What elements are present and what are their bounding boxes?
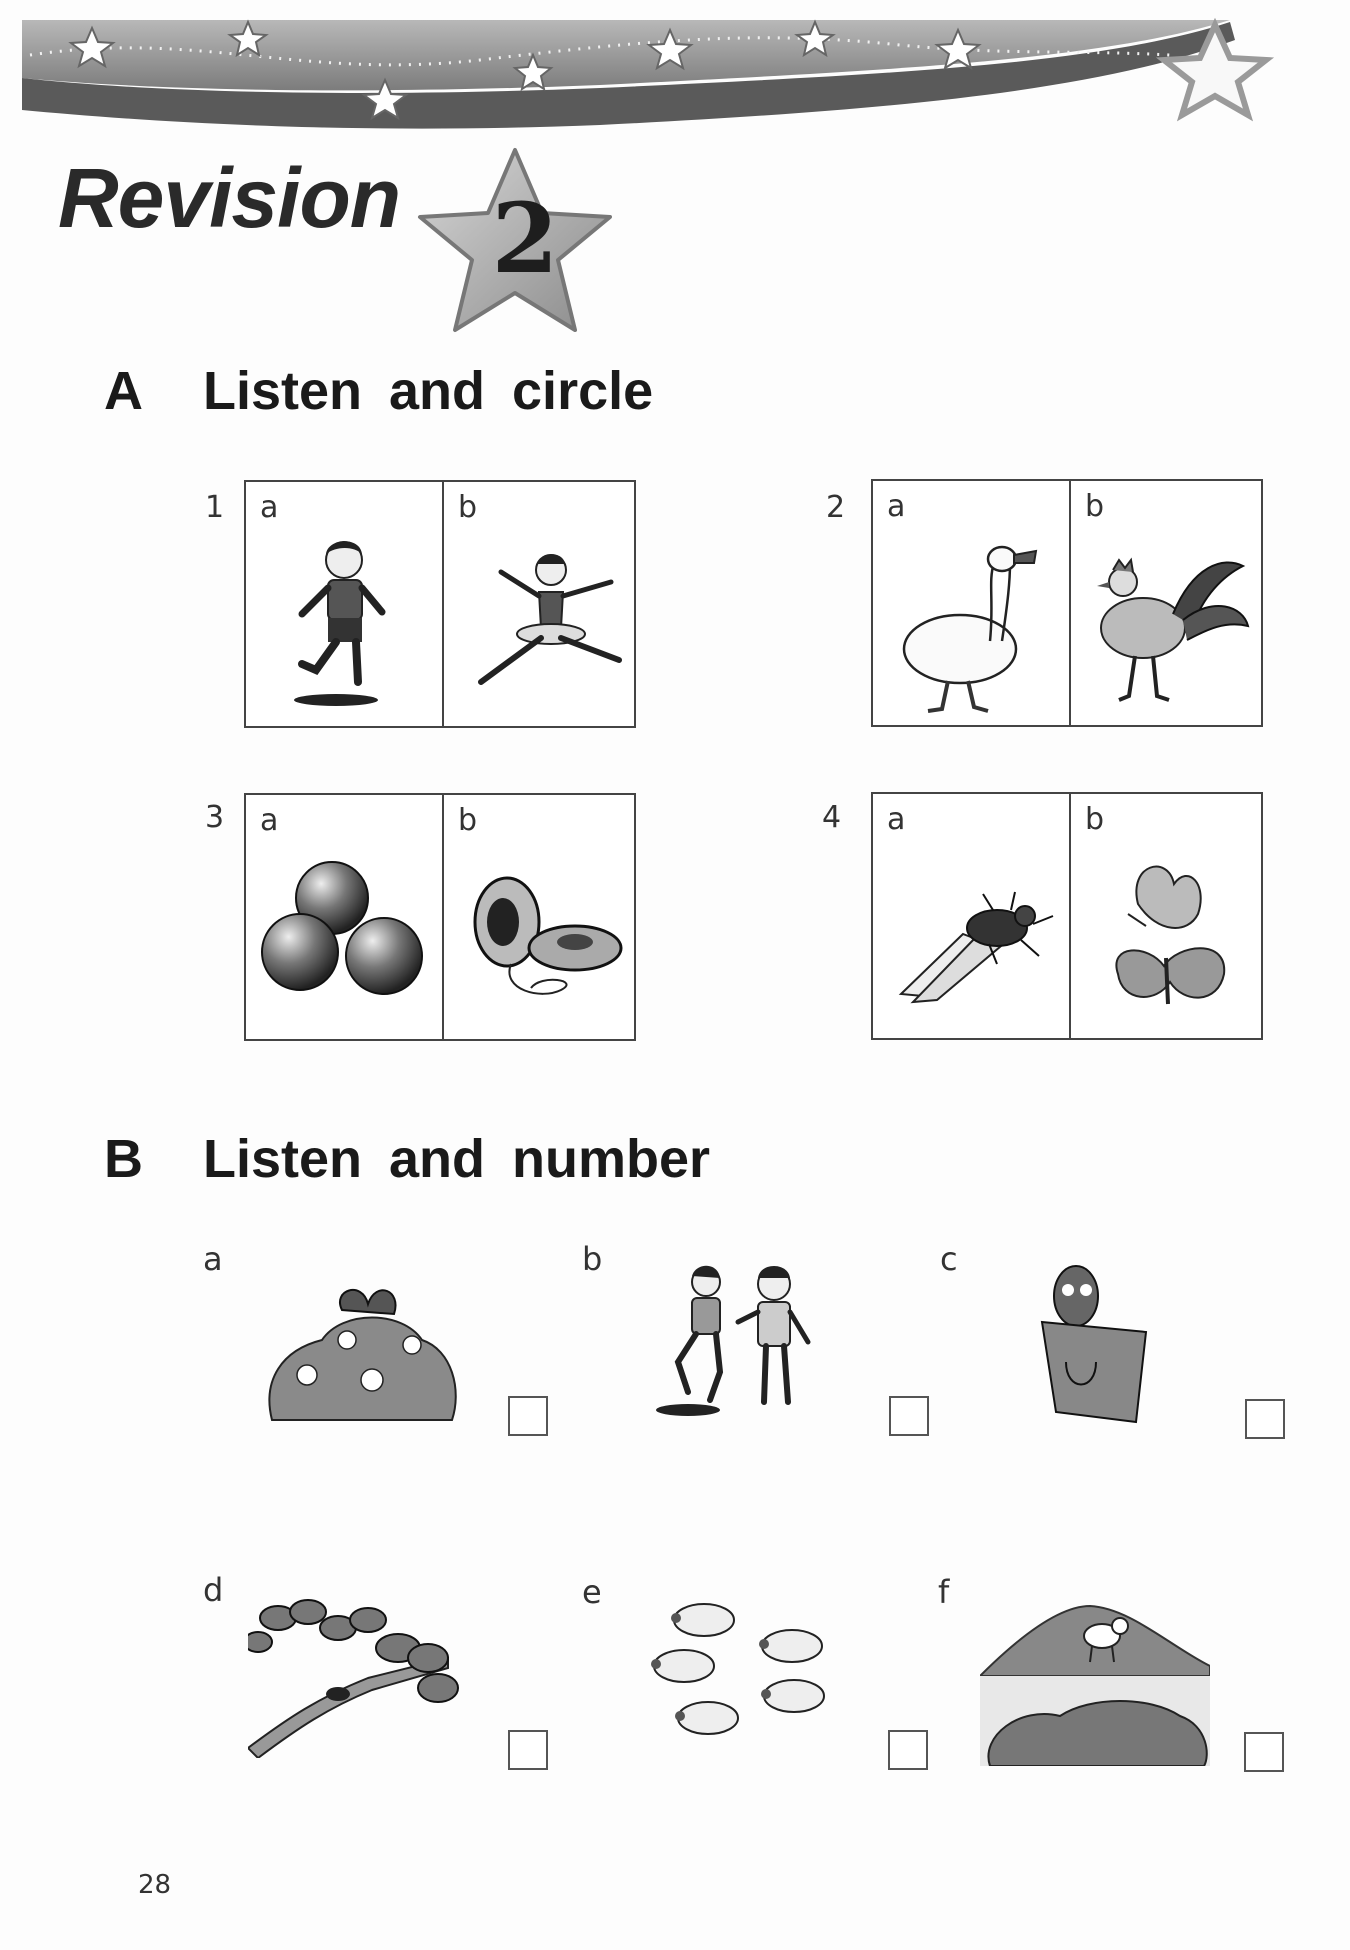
option-a-label: a bbox=[260, 803, 279, 838]
revision-number: 2 bbox=[491, 182, 559, 295]
marbles-icon[interactable] bbox=[256, 860, 436, 1010]
picture-label: f bbox=[938, 1573, 950, 1611]
duck-icon[interactable] bbox=[898, 541, 1048, 721]
picture-label: c bbox=[940, 1240, 958, 1278]
option-a-label: a bbox=[887, 489, 906, 524]
option-a-label: a bbox=[887, 802, 906, 837]
option-b-label: b bbox=[458, 803, 478, 838]
rooster-icon[interactable] bbox=[1083, 536, 1253, 711]
question-1-options bbox=[244, 480, 636, 728]
answer-box-f[interactable] bbox=[1244, 1732, 1284, 1772]
dancing-girl-icon[interactable] bbox=[461, 542, 631, 702]
running-boy-icon[interactable] bbox=[266, 532, 426, 712]
section-b-title: Listen and number bbox=[203, 1129, 711, 1189]
option-a-label: a bbox=[260, 490, 279, 525]
section-b-letter: B bbox=[104, 1129, 143, 1189]
two-boys-playing-icon bbox=[648, 1262, 828, 1422]
answer-box-d[interactable] bbox=[508, 1730, 548, 1770]
picture-label: b bbox=[582, 1240, 603, 1278]
answer-box-e[interactable] bbox=[888, 1730, 928, 1770]
group-of-pigs-icon bbox=[644, 1596, 844, 1756]
answer-box-b[interactable] bbox=[889, 1396, 929, 1436]
option-b-label: b bbox=[458, 490, 478, 525]
answer-box-a[interactable] bbox=[508, 1396, 548, 1436]
section-a-title: Listen and circle bbox=[203, 361, 654, 421]
option-b-label: b bbox=[1085, 802, 1105, 837]
question-number: 3 bbox=[205, 800, 225, 835]
question-2-options bbox=[871, 479, 1263, 727]
option-divider bbox=[442, 795, 444, 1039]
option-b-label: b bbox=[1085, 489, 1105, 524]
answer-box-c[interactable] bbox=[1245, 1399, 1285, 1439]
picture-label: e bbox=[582, 1573, 602, 1611]
butterfly-on-bush-icon bbox=[262, 1270, 462, 1430]
toy-in-bag-icon bbox=[1036, 1262, 1156, 1432]
picture-label: d bbox=[203, 1571, 224, 1609]
question-4-options bbox=[871, 792, 1263, 1040]
question-number: 2 bbox=[826, 490, 846, 525]
question-number: 1 bbox=[205, 490, 225, 525]
yo-yos-icon[interactable] bbox=[461, 870, 631, 1020]
section-a-letter: A bbox=[104, 361, 143, 421]
decorative-banner bbox=[0, 0, 1350, 150]
page-number: 28 bbox=[138, 1870, 172, 1900]
butterflies-icon[interactable] bbox=[1098, 854, 1248, 1029]
option-divider bbox=[442, 482, 444, 726]
lamb-on-hill-icon bbox=[980, 1596, 1210, 1766]
cicada-icon[interactable] bbox=[893, 884, 1063, 1004]
picture-label: a bbox=[203, 1240, 223, 1278]
question-3-options bbox=[244, 793, 636, 1041]
page-title: Revision bbox=[58, 151, 401, 245]
question-number: 4 bbox=[822, 800, 842, 835]
option-divider bbox=[1069, 794, 1071, 1038]
cicada-on-branch-icon bbox=[248, 1598, 468, 1758]
option-divider bbox=[1069, 481, 1071, 725]
